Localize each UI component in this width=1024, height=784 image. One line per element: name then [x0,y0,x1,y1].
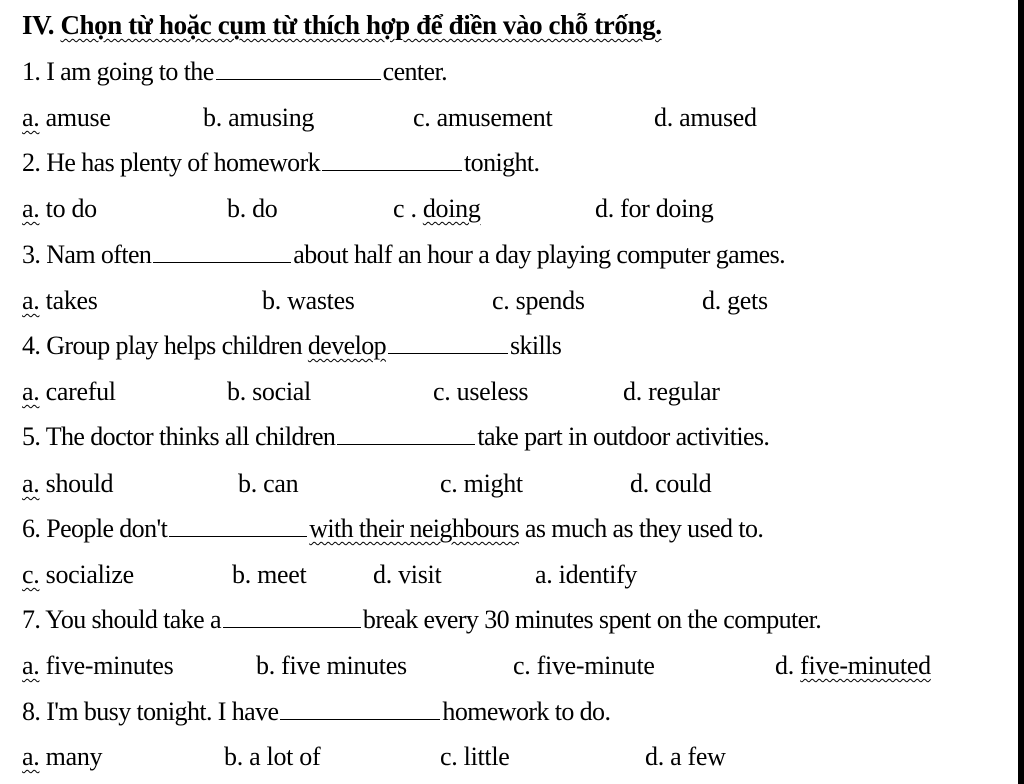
option-d: d. gets [702,286,768,315]
question-number: 2. [22,148,41,177]
option-c: c. five-minute [513,651,655,680]
question-number: 7. [22,605,41,634]
question-text-after: about half an hour a day playing computer games. [293,240,786,269]
question-4 [22,331,561,361]
option-b: b. five minutes [256,651,407,680]
question-text-after: homework to do. [442,697,611,726]
section-number: IV. [22,10,61,40]
question-number: 5. [22,422,41,451]
option-b: b. amusing [203,103,315,132]
answer-blank [169,516,307,537]
question-text-before: I am going to the [46,57,214,86]
option-d: d. for doing [595,194,714,223]
option-c: c. might [440,469,523,498]
option-a: a. five-minutes [22,651,174,680]
question-1 [22,57,447,87]
option-c: c. socialize [22,560,134,589]
question-5 [22,422,769,452]
question-number: 4. [22,331,41,360]
question-text-after: tonight. [464,148,540,177]
option-b: b. meet [232,560,307,589]
answer-blank [216,59,381,80]
option-a: a. careful [22,377,116,406]
question-text-before: People don't [46,514,168,543]
question-text-before: Group play helps children [46,331,302,360]
right-edge-border [1018,0,1024,784]
answer-blank [337,424,475,445]
option-c: c. useless [433,377,529,406]
option-d: d. five-minuted [775,651,931,680]
question-number: 1. [22,57,41,86]
question-number: 8. [22,697,41,726]
question-text-before: He has plenty of homework [46,148,321,177]
answer-blank [322,150,462,171]
option-b: b. a lot of [224,742,321,771]
question-text-wavy: with their neighbours [309,514,520,543]
question-text-after: take part in outdoor activities. [477,422,770,451]
question-3 [22,240,785,270]
option-c: c . doing [393,194,481,223]
question-text-before: Nam often [46,240,152,269]
option-d: d. a few [645,742,726,771]
option-a: a. should [22,469,114,498]
option-a: a. amuse [22,103,111,132]
option-b: b. do [227,194,278,223]
question-text-after: center. [382,57,448,86]
answer-blank [388,333,508,354]
question-2 [22,148,539,178]
question-number: 6. [22,514,41,543]
answer-blank [223,607,361,628]
question-text-after: as much as they used to. [524,514,764,543]
option-c: c. amusement [413,103,553,132]
question-8 [22,697,610,727]
question-6 [22,514,763,544]
option-c: c. little [440,742,510,771]
question-text-after: skills [510,331,562,360]
option-b: b. can [238,469,299,498]
option-b: b. social [227,377,311,406]
option-d: d. could [630,469,712,498]
question-7 [22,605,821,635]
question-text-before: I'm busy tonight. I have [46,697,279,726]
option-a: a. to do [22,194,97,223]
option-d: d. regular [623,377,720,406]
option-c: c. spends [492,286,585,315]
section-title [22,10,662,40]
question-text-before: You should take a [45,605,221,634]
option-d: d. amused [654,103,757,132]
option-a: a. takes [22,286,98,315]
question-number: 3. [22,240,41,269]
option-a: a. many [22,742,103,771]
option-b: b. wastes [262,286,355,315]
option-d: d. visit [373,560,442,589]
question-text-wavy: develop [307,331,387,360]
answer-blank [280,699,440,720]
answer-blank [153,242,291,263]
option-a: a. identify [535,560,638,589]
section-instruction: Chọn từ hoặc cụm từ thích hợp để điền vào chỗ trống. [60,10,662,40]
question-text-after: break every 30 minutes spent on the computer. [362,605,822,634]
question-text-before: The doctor thinks all children [45,422,336,451]
